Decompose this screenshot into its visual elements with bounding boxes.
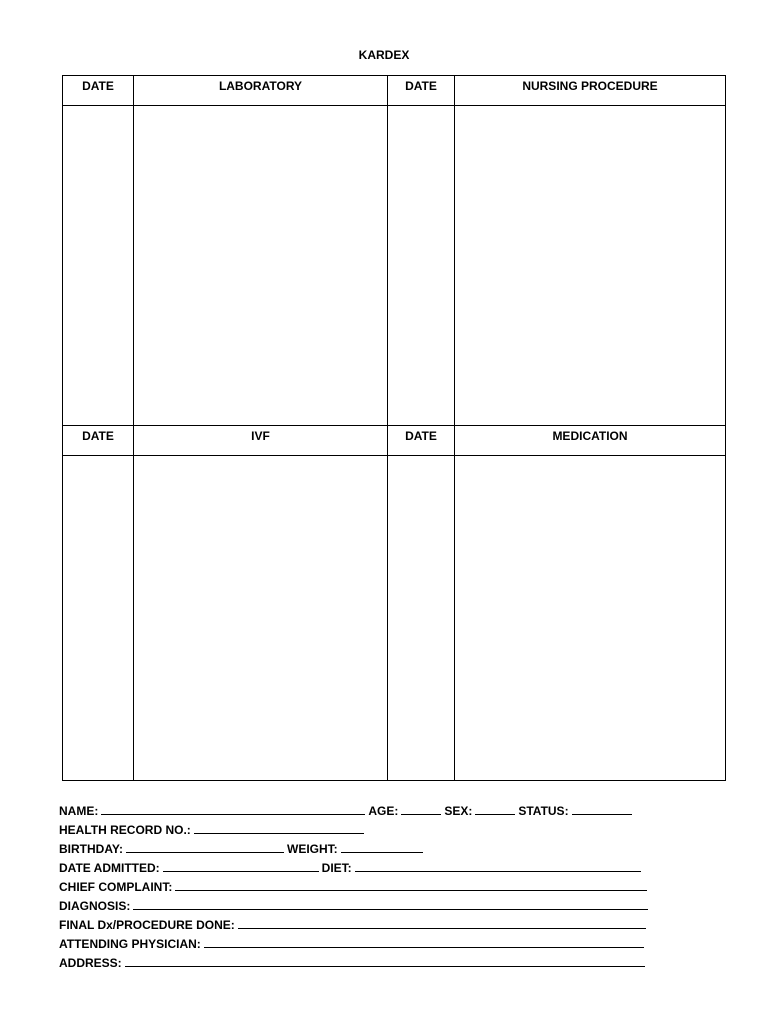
date-admitted-row: [59, 859, 679, 878]
date-cell[interactable]: [388, 456, 455, 781]
header-date: DATE: [388, 426, 455, 456]
kardex-table: [62, 75, 726, 781]
status-label: STATUS:: [518, 804, 569, 818]
date-admitted-label: DATE ADMITTED:: [59, 861, 160, 875]
diagnosis-field[interactable]: [133, 897, 648, 910]
header-laboratory: LABORATORY: [134, 76, 388, 106]
table-row: [63, 106, 726, 426]
attending-physician-field[interactable]: [204, 935, 644, 948]
address-row: [59, 954, 679, 973]
laboratory-cell[interactable]: [134, 106, 388, 426]
page-title: KARDEX: [358, 48, 410, 62]
date-cell[interactable]: [388, 106, 455, 426]
sex-label: SEX:: [444, 804, 473, 818]
header-date: DATE: [63, 426, 134, 456]
attending-physician-label: ATTENDING PHYSICIAN:: [59, 937, 201, 951]
date-cell[interactable]: [63, 456, 134, 781]
table-header-row: [63, 426, 726, 456]
final-dx-field[interactable]: [238, 916, 646, 929]
health-record-field[interactable]: [194, 821, 364, 834]
chief-complaint-label: CHIEF COMPLAINT:: [59, 880, 173, 894]
header-date: DATE: [63, 76, 134, 106]
address-label: ADDRESS:: [59, 956, 122, 970]
health-record-row: [59, 821, 679, 840]
sex-field[interactable]: [475, 802, 515, 815]
weight-label: WEIGHT:: [287, 842, 338, 856]
table-row: [63, 456, 726, 781]
birthday-row: [59, 840, 679, 859]
health-record-label: HEALTH RECORD NO.:: [59, 823, 191, 837]
ivf-cell[interactable]: [134, 456, 388, 781]
name-row: [59, 802, 679, 821]
diagnosis-label: DIAGNOSIS:: [59, 899, 131, 913]
chief-complaint-field[interactable]: [175, 878, 647, 891]
final-dx-row: [59, 916, 679, 935]
age-label: AGE:: [368, 804, 399, 818]
date-admitted-field[interactable]: [163, 859, 319, 872]
medication-cell[interactable]: [455, 456, 726, 781]
address-field[interactable]: [125, 954, 645, 967]
status-field[interactable]: [572, 802, 632, 815]
nursing-procedure-cell[interactable]: [455, 106, 726, 426]
diet-field[interactable]: [355, 859, 641, 872]
patient-info: [59, 802, 679, 973]
birthday-field[interactable]: [126, 840, 284, 853]
age-field[interactable]: [401, 802, 441, 815]
diagnosis-row: [59, 897, 679, 916]
attending-physician-row: [59, 935, 679, 954]
name-field[interactable]: [101, 802, 365, 815]
chief-complaint-row: [59, 878, 679, 897]
table-header-row: [63, 76, 726, 106]
header-ivf: IVF: [134, 426, 388, 456]
name-label: NAME:: [59, 804, 99, 818]
diet-label: DIET:: [321, 861, 352, 875]
date-cell[interactable]: [63, 106, 134, 426]
header-medication: MEDICATION: [455, 426, 726, 456]
header-nursing-procedure: NURSING PROCEDURE: [455, 76, 726, 106]
header-date: DATE: [388, 76, 455, 106]
birthday-label: BIRTHDAY:: [59, 842, 124, 856]
weight-field[interactable]: [341, 840, 423, 853]
final-dx-label: FINAL Dx/PROCEDURE DONE:: [59, 918, 235, 932]
